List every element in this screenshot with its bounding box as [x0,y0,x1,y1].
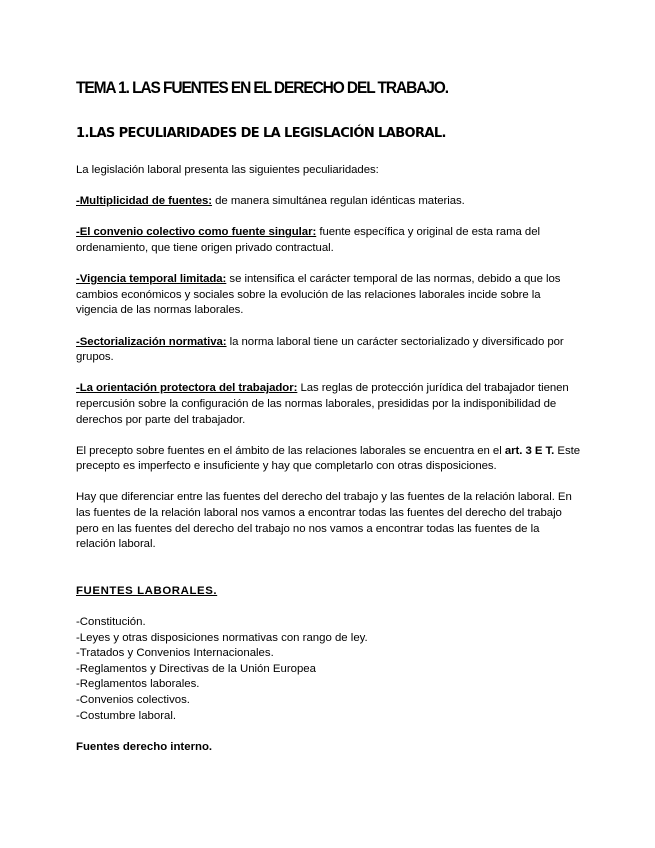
peculiarity-text: Las reglas de protección jurídica del trabajador tienen repercusión sobre la configuración de las normas laborales, presididas por la indisponibilidad de derechos por parte del trabajador. [76,382,569,426]
list-item: -Costumbre laboral. [76,709,177,722]
peculiarity-term: -Multiplicidad de fuentes: [76,195,213,208]
peculiarity-item [76,194,581,210]
peculiarity-text: fuente específica y original de esta rama del ordenamiento, que tiene origen privado contractual. [76,226,540,254]
peculiarity-term: -La orientación protectora del trabajador: [76,382,298,395]
peculiarity-text: se intensifica el carácter temporal de las normas, debido a que los cambios económicos y sociales sobre la evolución de las relaciones laborales incide sobre la vigencia de las normas laborales. [76,273,561,317]
peculiarity-item [76,272,581,319]
peculiarity-term: -Vigencia temporal limitada: [76,273,227,286]
list-item: -Reglamentos laborales. [76,678,200,691]
peculiarity-term: -El convenio colectivo como fuente singular: [76,226,317,239]
peculiarity-item [76,381,581,428]
list-item: -Convenios colectivos. [76,694,190,706]
internal-sources-subheading: Fuentes derecho interno. [76,740,213,753]
sources-heading: FUENTES LABORALES. [76,584,218,597]
precept-article: art. 3 E T. [504,444,555,457]
sources-list [76,615,581,724]
peculiarity-text: la norma laboral tiene un carácter sectorializado y diversificado por grupos. [76,335,564,364]
list-item: -Constitución. [76,616,146,629]
peculiarity-item [76,335,581,366]
section-heading: 1.LAS PECULIARIDADES DE LA LEGISLACIÓN LABORAL. [76,126,446,141]
list-item: -Tratados y Convenios Internacionales. [76,647,274,660]
list-item: -Leyes y otras disposiciones normativas con rango de ley. [76,631,368,644]
difference-paragraph: Hay que diferenciar entre las fuentes del derecho del trabajo y las fuentes de la relación laboral. En las fuentes de la relación laboral nos vamos a encontrar todas las fuentes del derecho del trabajo pero en las fuentes del derecho del trabajo no nos vamos a encontrar todas las fuentes de la relación laboral. [76,491,572,551]
peculiarity-item [76,225,581,256]
list-item: -Reglamentos y Directivas de la Unión Europea [76,662,316,675]
document-content [76,78,581,755]
intro-paragraph: La legislación laboral presenta las siguientes peculiaridades: [76,164,379,176]
peculiarity-term: -Sectorialización normativa: [76,335,227,348]
precept-text-before: El precepto sobre fuentes en el ámbito de las relaciones laborales se encuentra en el [76,444,505,457]
document-title: TEMA 1. LAS FUENTES EN EL DERECHO DEL TRABAJO. [76,79,448,98]
precept-paragraph [76,444,581,475]
peculiarity-text: de manera simultánea regulan idénticas materias. [212,195,465,208]
precept-text-after: Este precepto es imperfecto e insuficiente y hay que completarlo con otras disposiciones. [76,444,580,473]
